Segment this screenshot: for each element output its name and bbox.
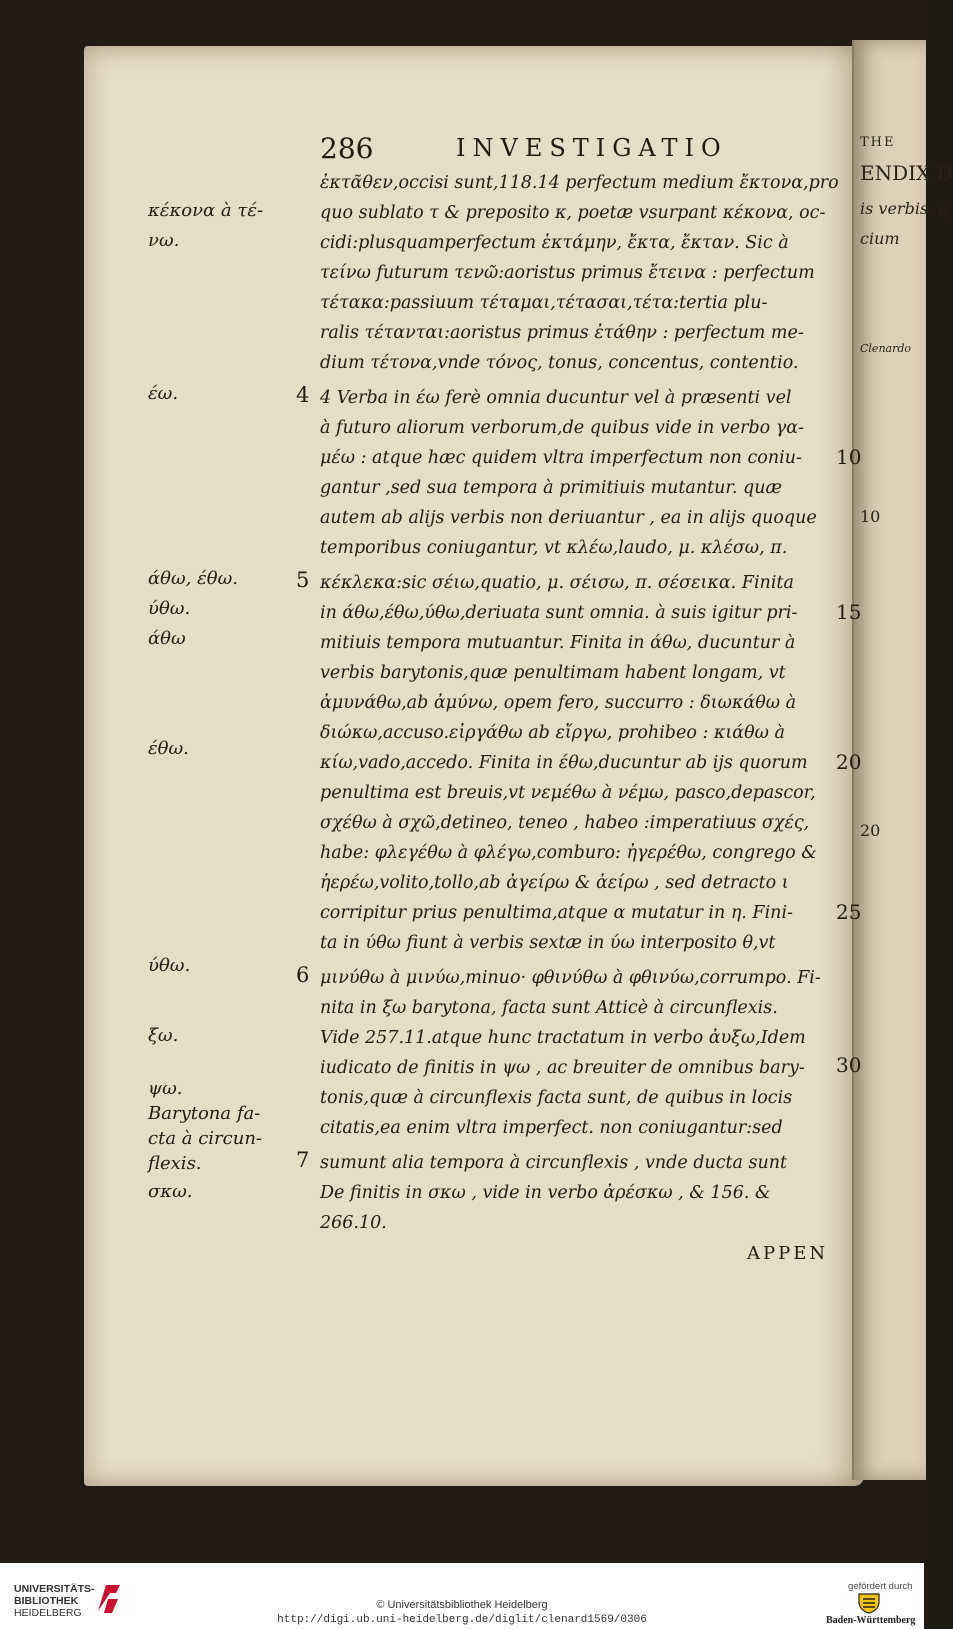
margin-note: νω. (148, 230, 180, 251)
margin-note: έθω. (148, 738, 189, 759)
facing-fragment: 10 (860, 507, 881, 526)
facing-fragment: ENDIX D (860, 161, 953, 185)
line-number: 15 (836, 600, 862, 624)
text-line: κίω,vado,accedo. Finita in έθω,ducuntur ab ijs quorum (320, 753, 808, 773)
text-line: dium τέτονα,vnde τόνος, tonus, concentus, contentio. (320, 353, 799, 373)
state-crest-icon (856, 1592, 882, 1614)
text-line: 4 Verba in έω ferè omnia ducuntur vel à præsenti vel (320, 388, 792, 408)
text-line: corripitur prius penultima,atque α mutatur in η. Fini- (320, 903, 793, 923)
margin-note: άθω, έθω. (148, 568, 239, 589)
text-line: temporibus coniugantur, vt κλέω,laudo, μ. κλέσω, π. (320, 538, 788, 558)
margin-note: Barytona fa- (148, 1103, 261, 1124)
text-line: 266.10. (320, 1213, 387, 1233)
running-title: INVESTIGATIO (456, 134, 728, 162)
margin-note: ξω. (148, 1025, 179, 1046)
section-number: 7 (296, 1148, 310, 1172)
text-line: ta in ύθω fiunt à verbis sextæ in ύω interposito θ,vt (320, 933, 776, 953)
text-line: cidi:plusquamperfectum ἐκτάμην, ἔκτα, ἔκταν. Sic à (320, 233, 789, 253)
facing-fragment: Clenardo (860, 342, 912, 355)
facing-page (852, 40, 953, 1480)
institution-line: BIBLIOTHEK (14, 1595, 79, 1607)
text-line: σχέθω à σχῶ,detineo, teneo , habeo :imperatiuus σχές, (320, 813, 810, 833)
text-line: nita in ξω barytona, facta sunt Atticè à circunflexis. (320, 998, 778, 1018)
page-number: 286 (320, 132, 374, 165)
margin-note: ύθω. (148, 955, 191, 976)
section-number: 6 (296, 963, 310, 987)
margin-note: άθω (148, 628, 186, 649)
text-line: τείνω futurum τενῶ:aoristus primus ἔτεινα : perfectum (320, 263, 815, 283)
margin-note: ψω. (148, 1078, 183, 1099)
text-line: citatis,ea enim vltra imperfect. non coniugantur:sed (320, 1118, 783, 1138)
margin-note: σκω. (148, 1181, 193, 1202)
line-number: 20 (836, 750, 862, 774)
sponsor-name: Baden-Württemberg (826, 1615, 916, 1626)
text-line: penultima est breuis,vt νεμέθω à νέμω, pasco,depascor, (320, 783, 816, 803)
footer-bar (0, 1563, 924, 1629)
text-line: De finitis in σκω , vide in verbo ἀρέσκω , & 156. & (320, 1183, 771, 1203)
permalink[interactable]: http://digi.ub.uni-heidelberg.de/diglit/clenard1569/0306 (277, 1614, 647, 1626)
line-number: 25 (836, 900, 862, 924)
institution-line: HEIDELBERG (14, 1607, 82, 1619)
text-line: autem ab alijs verbis non deriuantur , ea in alijs quoque (320, 508, 817, 528)
sponsor-label: gefördert durch (848, 1581, 913, 1592)
catchword: APPEN (747, 1243, 829, 1264)
text-line: quo sublato τ & preposito κ, poetæ vsurpant κέκονα, oc- (320, 203, 826, 223)
margin-note: ύθω. (148, 598, 191, 619)
margin-note: έω. (148, 383, 179, 404)
facing-fragment: is verbis, q (860, 199, 949, 218)
text-line: habe: φλεγέθω à φλέγω,comburo: ἠγερέθω, congrego & (320, 843, 817, 863)
running-head (0, 132, 924, 165)
text-line: verbis barytonis,quæ penultimam habent longam, vt (320, 663, 786, 683)
margin-note: κέκονα à τέ- (148, 200, 264, 221)
text-line: ralis τέτανται:aoristus primus ἐτάθην : perfectum me- (320, 323, 804, 343)
text-line: ἐκτᾶθεν,occisi sunt,118.14 perfectum medium ἔκτονα,pro (320, 173, 839, 193)
text-line: μινύθω à μινύω,minuo· φθινύθω à φθινύω,corrumpo. Fi- (320, 968, 821, 988)
text-line: in άθω,έθω,ύθω,deriuata sunt omnia. à suis igitur pri- (320, 603, 798, 623)
text-line: gantur ,sed sua tempora à primitiuis mutantur. quæ (320, 478, 782, 498)
copyright-notice: © Universitätsbibliothek Heidelberg (376, 1599, 548, 1611)
text-line: κέκλεκα:sic σέιω,quatio, μ. σέισω, π. σέσεικα. Finita (320, 573, 794, 593)
text-line: Vide 257.11.atque hunc tractatum in verbo ἀυξω,Idem (320, 1028, 806, 1048)
line-number: 10 (836, 445, 862, 469)
institution-line: UNIVERSITÄTS- (14, 1583, 95, 1595)
text-line: tonis,quæ à circunflexis facta sunt, de quibus in locis (320, 1088, 793, 1108)
margin-note: flexis. (148, 1153, 202, 1174)
text-line: ἀμυνάθω,ab ἀμύνω, opem fero, succurro : διωκάθω à (320, 693, 797, 713)
section-number: 5 (296, 568, 310, 592)
text-line: mitiuis tempora mutuantur. Finita in άθω, ducuntur à (320, 633, 796, 653)
text-line: sumunt alia tempora à circunflexis , vnde ducta sunt (320, 1153, 788, 1173)
text-line: διώκω,accuso.εἰργάθω ab εἴργω, prohibeo : κιάθω à (320, 723, 785, 743)
text-line: τέτακα:passiuum τέταμαι,τέτασαι,τέτα:tertia plu- (320, 293, 768, 313)
line-number: 30 (836, 1053, 862, 1077)
text-line: μέω : atque hæc quidem vltra imperfectum non coniu- (320, 448, 802, 468)
text-line: à futuro aliorum verborum,de quibus vide in verbo γα- (320, 418, 804, 438)
text-line: ἠερέω,volito,tollo,ab ἀγείρω & ἀείρω , sed detracto ι (320, 873, 789, 893)
facing-fragment: cium (860, 229, 900, 248)
facing-fragment: THE (860, 135, 896, 150)
section-number: 4 (296, 383, 310, 407)
margin-note: cta à circun- (148, 1128, 263, 1149)
facing-fragment: 20 (860, 821, 881, 840)
text-line: iudicato de finitis in ψω , ac breuiter de omnibus bary- (320, 1058, 805, 1078)
